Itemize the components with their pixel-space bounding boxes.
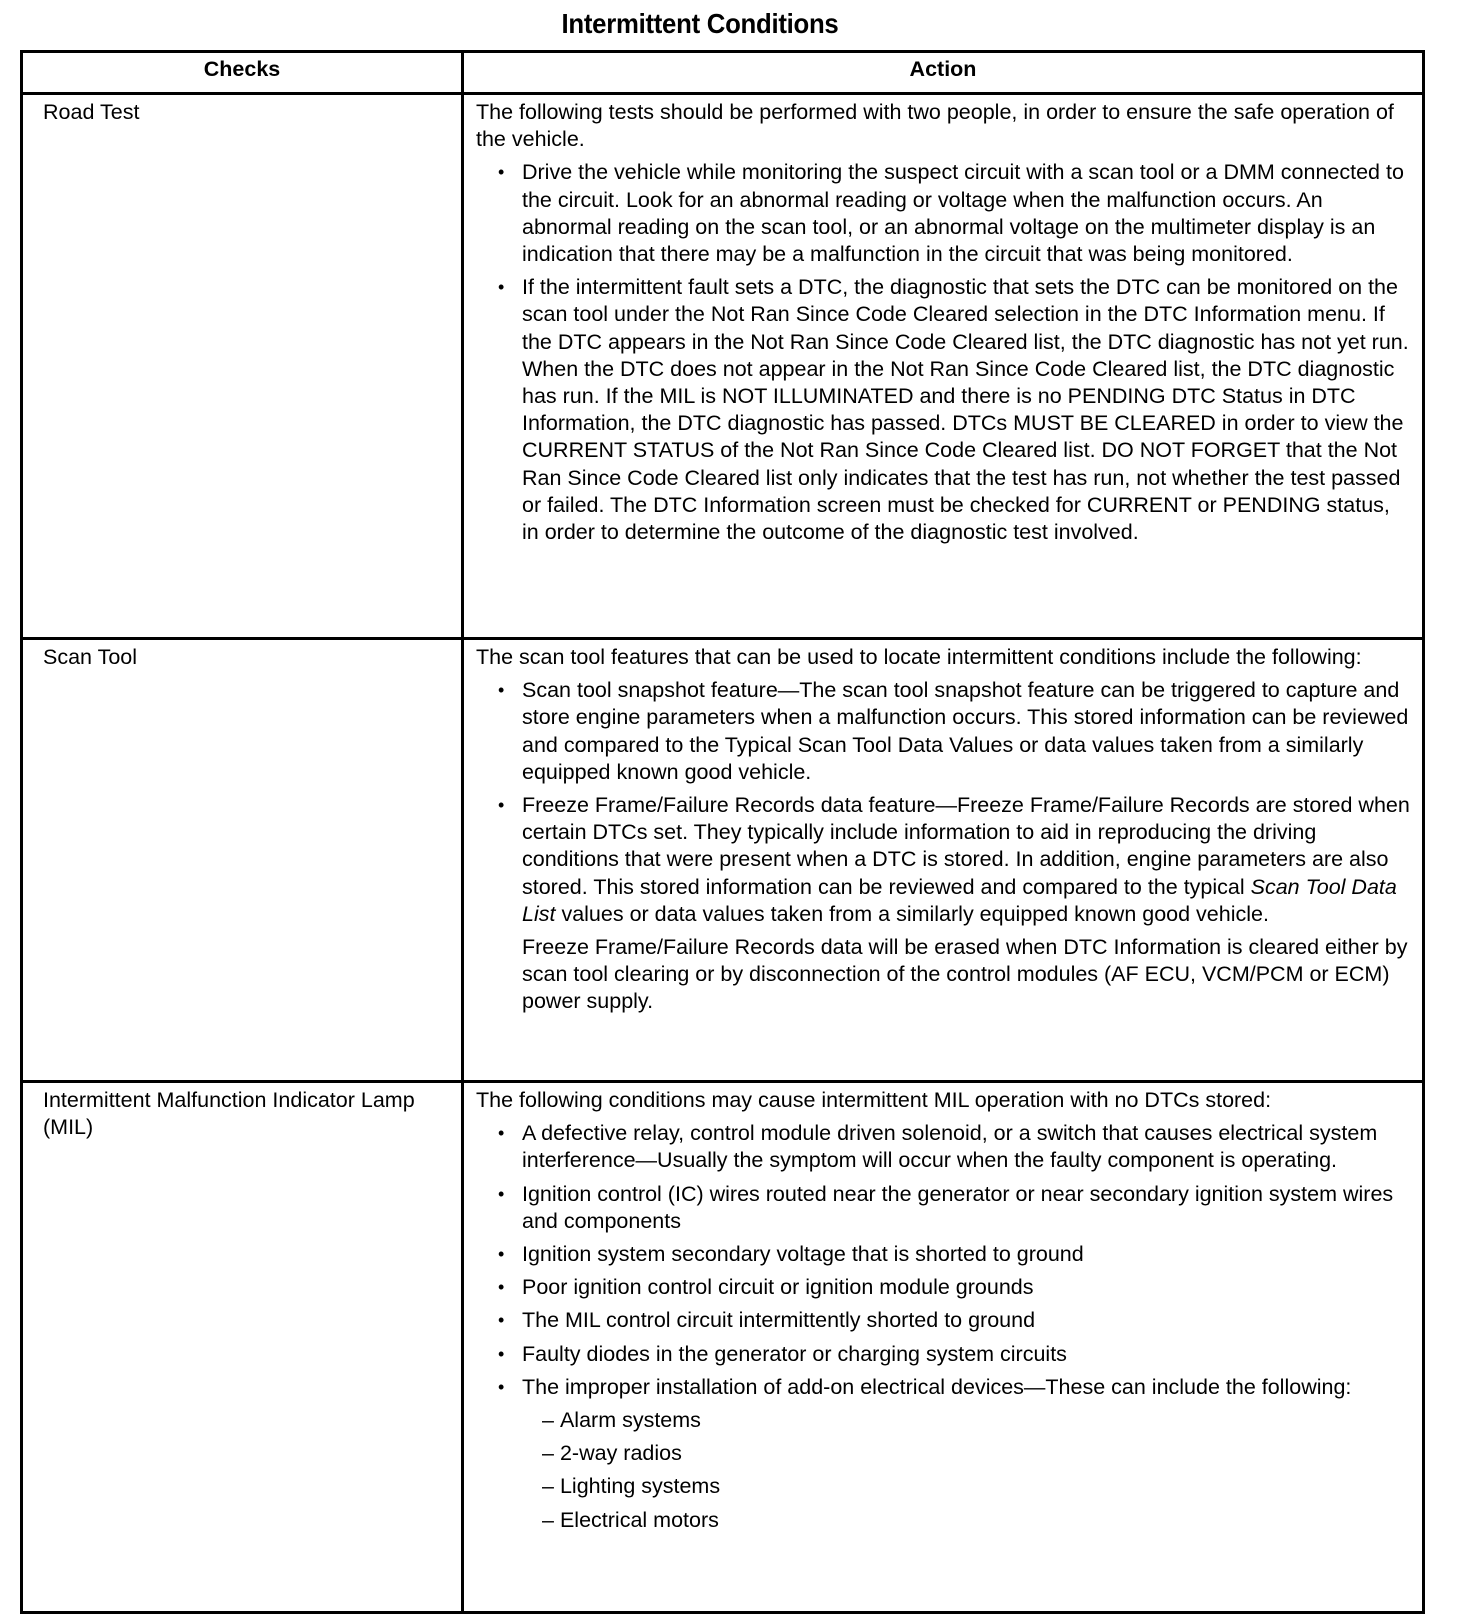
list-item [498,1307,1412,1334]
list-item [498,159,1412,268]
column-header-checks: Checks [22,52,463,94]
freeze-text-before: Freeze Frame/Failure Records data feature—Freeze Frame/Failure Records are stored when certain DTCs set. They typically include information to aid in reproducing the driving conditions that were present when a DTC is stored. In addition, engine parameters are also stored. This stored information can be reviewed and compared to the typical [522,793,1410,899]
bullet-icon: • [498,1277,505,1298]
check-cell: Intermittent Malfunction Indicator Lamp (MIL) [22,1082,463,1613]
bullet-icon: • [498,277,505,298]
bullet-icon: • [498,1244,505,1265]
column-header-action: Action [463,52,1424,94]
list-item-text: If the intermittent fault sets a DTC, the diagnostic that sets the DTC can be monitored on the scan tool under the Not Ran Since Code Cleared selection in the DTC Information menu. If the DTC appears in the Not Ran Since Code Cleared list, the DTC diagnostic has not yet run. When the DTC does not appear in the Not Ran Since Code Cleared list, the DTC diagnostic has run. If the MIL is NOT ILLUMINATED and there is no PENDING DTC Status in DTC Information, the DTC diagnostic has passed. DTCs MUST BE CLEARED in order to view the CURRENT STATUS of the Not Ran Since Code Cleared list. DO NOT FORGET that the Not Ran Since Code Cleared list only indicates that the test has run, not whether the test passed or failed. The DTC Information screen must be checked for CURRENT or PENDING status, in order to determine the outcome of the diagnostic test involved. [522,275,1409,545]
list-item [498,792,1412,928]
action-cell [463,1082,1424,1613]
intermittent-conditions-table [20,50,1425,1614]
page-title: Intermittent Conditions [561,8,839,39]
bullet-icon: • [498,1123,505,1144]
list-item-text [522,793,1410,926]
list-item-text: Poor ignition control circuit or ignition module grounds [522,1275,1034,1300]
action-intro: The following conditions may cause intermittent MIL operation with no DTCs stored: [476,1088,1272,1112]
list-item [498,677,1412,786]
table-row-road-test [22,94,1424,639]
list-item-text: Ignition control (IC) wires routed near the generator or near secondary ignition system wires and components [522,1181,1394,1233]
sub-list-item-text: Electrical motors [559,1507,719,1532]
list-item [498,1274,1412,1301]
table-row-intermittent-mil [22,1082,1424,1613]
action-cell [463,94,1424,639]
bullet-icon: • [498,1343,505,1364]
list-item [498,1341,1412,1368]
action-bullet-list [476,159,1412,546]
check-cell: Road Test [22,94,463,639]
sub-list-item [542,1473,1412,1500]
dash-icon: – [542,1408,554,1433]
dash-icon: – [542,1441,554,1466]
list-item [498,1374,1412,1534]
list-item [498,274,1412,546]
freeze-frame-note: Freeze Frame/Failure Records data will be erased when DTC Information is cleared either by scan tool clearing or by disconnection of the control modules (AF ECU, VCM/PCM or ECM) power supply. [522,935,1408,1014]
bullet-icon: • [498,795,505,816]
list-item-text: A defective relay, control module driven solenoid, or a switch that causes electrical system interference—Usually the symptom will occur when the faulty component is operating. [522,1121,1378,1173]
list-item-text: Drive the vehicle while monitoring the suspect circuit with a scan tool or a DMM connected to the circuit. Look for an abnormal reading or voltage when the malfunction occurs. An abnormal reading on the scan tool, or an abnormal voltage on the multimeter display is an indication that there may be a malfunction in the circuit that was being monitored. [522,160,1404,267]
add-on-devices-sublist [522,1407,1412,1534]
bullet-icon: • [498,1376,505,1397]
sub-list-item [542,1507,1412,1534]
bullet-icon: • [498,162,505,183]
freeze-text-after: values or data values taken from a similarly equipped known good vehicle. [555,901,1269,926]
bullet-icon: • [498,1183,505,1204]
action-intro: The following tests should be performed with two people, in order to ensure the safe operation of the vehicle. [476,100,1394,152]
action-bullet-list [476,1120,1412,1534]
action-bullet-list [476,677,1412,928]
list-item [498,1181,1412,1235]
action-intro: The scan tool features that can be used to locate intermittent conditions include the following: [476,645,1362,669]
sub-list-item [542,1407,1412,1434]
sub-list-item [542,1440,1412,1467]
bullet-icon: • [498,680,505,701]
sub-list-item-text: 2-way radios [559,1441,682,1466]
list-item-text: Faulty diodes in the generator or charging system circuits [522,1341,1067,1366]
action-cell [463,639,1424,1082]
dash-icon: – [542,1507,554,1532]
table-row-scan-tool [22,639,1424,1082]
list-item [498,1120,1412,1174]
list-item-text: The improper installation of add-on electrical devices—These can include the following: [522,1374,1352,1399]
sub-list-item-text: Alarm systems [559,1408,701,1433]
list-item-text: Scan tool snapshot feature—The scan tool snapshot feature can be triggered to capture and store engine parameters when a malfunction occurs. This stored information can be reviewed and compared to the Typical Scan Tool Data Values or data values taken from a similarly equipped known good vehicle. [522,678,1409,784]
dash-icon: – [542,1474,554,1499]
list-item-text: Ignition system secondary voltage that is shorted to ground [522,1242,1084,1267]
list-item [498,1241,1412,1268]
list-item-text: The MIL control circuit intermittently shorted to ground [522,1308,1036,1333]
sub-list-item-text: Lighting systems [559,1474,721,1499]
scan-tool-data-list-reference: Scan Tool Data List [522,874,1397,926]
bullet-icon: • [498,1310,505,1331]
table-header-row [22,52,1424,94]
check-cell: Scan Tool [22,639,463,1082]
